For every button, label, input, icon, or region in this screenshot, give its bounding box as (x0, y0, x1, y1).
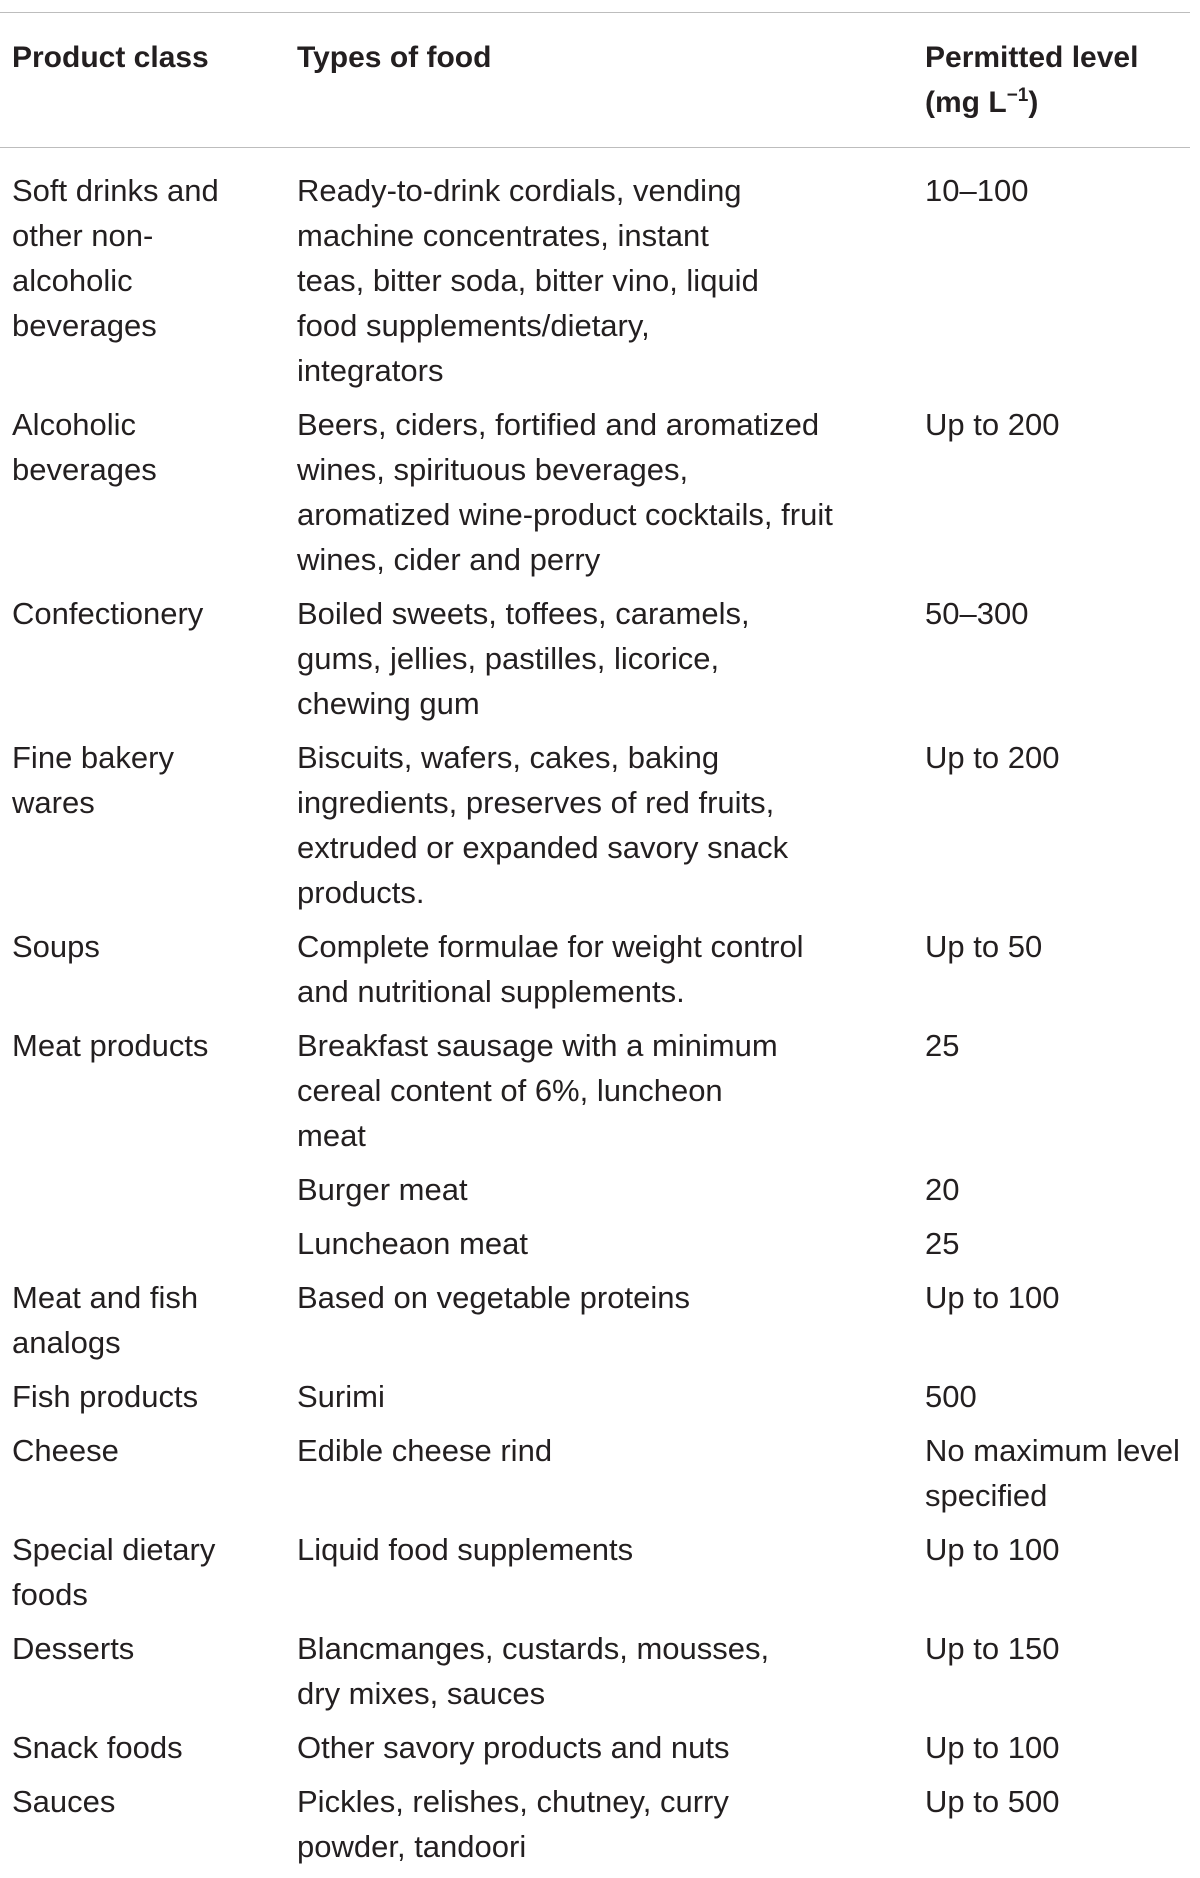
permitted-level-cell: 10–100 (925, 173, 1029, 208)
header-unit-exponent: −1 (1006, 85, 1029, 106)
table-row (0, 1626, 1200, 1716)
types-of-food-cell: Boiled sweets, toffees, caramels, gums, jellies, pastilles, licorice, chewing gum (297, 596, 750, 721)
table-row (0, 1374, 1200, 1419)
header-row (0, 13, 1200, 147)
types-of-food-cell: Biscuits, wafers, cakes, baking ingredients, preserves of red fruits, extruded or expanded savory snack products. (297, 740, 789, 910)
product-class-cell: Confectionery (12, 596, 204, 631)
product-class-cell: Fish products (12, 1379, 199, 1414)
types-of-food-cell: Based on vegetable proteins (297, 1280, 690, 1315)
table-row (0, 591, 1200, 726)
product-class-cell: Sauces (12, 1784, 116, 1819)
types-of-food-cell: Other savory products and nuts (297, 1730, 730, 1765)
permitted-level-cell: Up to 50 (925, 929, 1043, 964)
permitted-level-cell: No maximum level specified (925, 1433, 1180, 1513)
types-of-food-cell: Ready-to-drink cordials, vending machine concentrates, instant teas, bitter soda, bitter vino, liquid food supplements/dietary, integrators (297, 173, 759, 388)
types-of-food-cell: Burger meat (297, 1172, 468, 1207)
table-row (0, 1725, 1200, 1770)
table-row (0, 1023, 1200, 1158)
permitted-level-cell: 500 (925, 1379, 977, 1414)
types-of-food-cell: Pickles, relishes, chutney, curry powder, tandoori (297, 1784, 729, 1864)
types-of-food-cell: Breakfast sausage with a minimum cereal content of 6%, luncheon meat (297, 1028, 778, 1153)
table-row (0, 1167, 1200, 1212)
permitted-level-cell: 25 (925, 1028, 960, 1063)
header-permitted-level-line2 (925, 80, 1200, 125)
product-class-cell: Cheese (12, 1433, 119, 1468)
product-class-cell: Soft drinks and other non-alcoholic beverages (12, 173, 219, 343)
types-of-food-cell: Luncheaon meat (297, 1226, 528, 1261)
permitted-level-cell: 50–300 (925, 596, 1029, 631)
product-class-cell: Desserts (12, 1631, 135, 1666)
types-of-food-cell: Complete formulae for weight control and nutritional supplements. (297, 929, 804, 1009)
header-permitted-level (925, 35, 1200, 125)
header-unit-suffix: ) (1028, 86, 1039, 119)
table-row (0, 735, 1200, 915)
food-additive-table (0, 12, 1200, 1878)
types-of-food-cell: Surimi (297, 1379, 385, 1414)
types-of-food-cell: Blancmanges, custards, mousses, dry mixes, sauces (297, 1631, 770, 1711)
permitted-level-cell: Up to 200 (925, 407, 1060, 442)
table-row (0, 1221, 1200, 1266)
permitted-level-cell: Up to 100 (925, 1532, 1060, 1567)
product-class-cell: Alcoholic beverages (12, 407, 157, 487)
permitted-level-cell: Up to 500 (925, 1784, 1060, 1819)
header-product-class: Product class (12, 41, 209, 74)
product-class-cell: Meat products (12, 1028, 209, 1063)
table-row (0, 168, 1200, 393)
permitted-level-cell: Up to 150 (925, 1631, 1060, 1666)
table-body (0, 148, 1200, 1869)
types-of-food-cell: Beers, ciders, fortified and aromatized wines, spirituous beverages, aromatized wine-product cocktails, fruit wines, cider and perry (297, 407, 833, 577)
types-of-food-cell: Liquid food supplements (297, 1532, 634, 1567)
table-row (0, 924, 1200, 1014)
permitted-level-cell: Up to 200 (925, 740, 1060, 775)
table-row (0, 402, 1200, 582)
table-row (0, 1527, 1200, 1617)
permitted-level-cell: Up to 100 (925, 1730, 1060, 1765)
permitted-level-cell: 25 (925, 1226, 960, 1261)
product-class-cell: Meat and fish analogs (12, 1280, 199, 1360)
permitted-level-cell: Up to 100 (925, 1280, 1060, 1315)
product-class-cell: Special dietary foods (12, 1532, 216, 1612)
header-unit-prefix: (mg L (925, 86, 1007, 119)
table-row (0, 1779, 1200, 1869)
header-types-of-food: Types of food (297, 41, 492, 74)
product-class-cell: Soups (12, 929, 100, 964)
product-class-cell: Fine bakery wares (12, 740, 174, 820)
types-of-food-cell: Edible cheese rind (297, 1433, 553, 1468)
table-row (0, 1275, 1200, 1365)
product-class-cell: Snack foods (12, 1730, 183, 1765)
permitted-level-cell: 20 (925, 1172, 960, 1207)
header-permitted-level-line1: Permitted level (925, 41, 1139, 74)
table-row (0, 1428, 1200, 1518)
